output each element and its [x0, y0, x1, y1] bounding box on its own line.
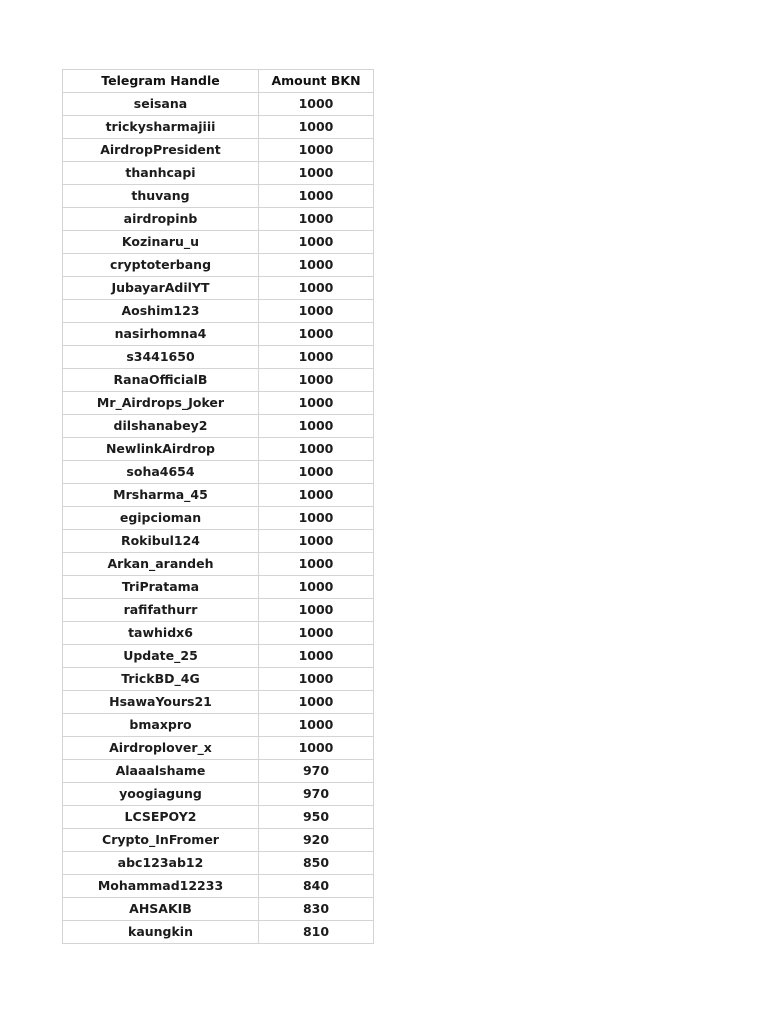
handle-cell: Update_25: [63, 645, 259, 668]
handle-cell: soha4654: [63, 461, 259, 484]
handle-cell: airdropinb: [63, 208, 259, 231]
amount-cell: 1000: [259, 484, 374, 507]
column-header-telegram-handle: Telegram Handle: [63, 70, 259, 93]
table-row: [63, 93, 374, 116]
amount-cell: 850: [259, 852, 374, 875]
table-row: [63, 254, 374, 277]
table-row: [63, 898, 374, 921]
amount-cell: 1000: [259, 162, 374, 185]
handle-cell: thanhcapi: [63, 162, 259, 185]
handle-cell: TriPratama: [63, 576, 259, 599]
amount-cell: 1000: [259, 139, 374, 162]
amount-cell: 1000: [259, 323, 374, 346]
table-row: [63, 139, 374, 162]
amount-cell: 1000: [259, 185, 374, 208]
table-row: [63, 415, 374, 438]
handle-cell: HsawaYours21: [63, 691, 259, 714]
amount-cell: 1000: [259, 576, 374, 599]
amount-cell: 970: [259, 760, 374, 783]
amount-cell: 1000: [259, 553, 374, 576]
handle-cell: s3441650: [63, 346, 259, 369]
handle-cell: Arkan_arandeh: [63, 553, 259, 576]
table-row: [63, 323, 374, 346]
table-row: [63, 852, 374, 875]
amount-cell: 1000: [259, 346, 374, 369]
handle-cell: Aoshim123: [63, 300, 259, 323]
amount-cell: 1000: [259, 93, 374, 116]
amount-cell: 1000: [259, 622, 374, 645]
handle-cell: AHSAKIB: [63, 898, 259, 921]
table-row: [63, 691, 374, 714]
amount-cell: 1000: [259, 530, 374, 553]
handle-cell: Rokibul124: [63, 530, 259, 553]
amount-cell: 810: [259, 921, 374, 944]
table-row: [63, 645, 374, 668]
table-row: [63, 231, 374, 254]
amount-cell: 1000: [259, 116, 374, 139]
handle-cell: Airdroplover_x: [63, 737, 259, 760]
table-row: [63, 438, 374, 461]
table-row: [63, 783, 374, 806]
table-row: [63, 116, 374, 139]
amount-cell: 1000: [259, 415, 374, 438]
table-row: [63, 622, 374, 645]
table-row: [63, 300, 374, 323]
amount-cell: 1000: [259, 277, 374, 300]
handle-cell: Mohammad12233: [63, 875, 259, 898]
handle-cell: Mr_Airdrops_Joker: [63, 392, 259, 415]
handle-cell: Kozinaru_u: [63, 231, 259, 254]
handle-cell: Alaaalshame: [63, 760, 259, 783]
table-row: [63, 553, 374, 576]
handle-cell: yoogiagung: [63, 783, 259, 806]
table-header-row: [63, 70, 374, 93]
table-row: [63, 461, 374, 484]
table-row: [63, 162, 374, 185]
amount-cell: 840: [259, 875, 374, 898]
handle-cell: thuvang: [63, 185, 259, 208]
handle-cell: NewlinkAirdrop: [63, 438, 259, 461]
amount-cell: 1000: [259, 369, 374, 392]
handle-cell: LCSEPOY2: [63, 806, 259, 829]
amount-table: [62, 69, 374, 944]
amount-cell: 1000: [259, 231, 374, 254]
table-body: [63, 93, 374, 944]
amount-cell: 1000: [259, 461, 374, 484]
amount-cell: 920: [259, 829, 374, 852]
handle-cell: Crypto_InFromer: [63, 829, 259, 852]
amount-cell: 1000: [259, 208, 374, 231]
amount-cell: 1000: [259, 714, 374, 737]
handle-cell: nasirhomna4: [63, 323, 259, 346]
table-row: [63, 737, 374, 760]
table-row: [63, 346, 374, 369]
table-row: [63, 185, 374, 208]
table-row: [63, 484, 374, 507]
table-row: [63, 277, 374, 300]
table-row: [63, 668, 374, 691]
handle-cell: seisana: [63, 93, 259, 116]
amount-cell: 950: [259, 806, 374, 829]
table-row: [63, 714, 374, 737]
handle-cell: bmaxpro: [63, 714, 259, 737]
handle-cell: tawhidx6: [63, 622, 259, 645]
table-row: [63, 806, 374, 829]
table-row: [63, 507, 374, 530]
handle-cell: dilshanabey2: [63, 415, 259, 438]
amount-cell: 1000: [259, 645, 374, 668]
handle-cell: TrickBD_4G: [63, 668, 259, 691]
handle-cell: egipcioman: [63, 507, 259, 530]
handle-cell: abc123ab12: [63, 852, 259, 875]
table-row: [63, 392, 374, 415]
column-header-amount-bkn: Amount BKN: [259, 70, 374, 93]
handle-cell: Mrsharma_45: [63, 484, 259, 507]
table-row: [63, 208, 374, 231]
amount-cell: 1000: [259, 507, 374, 530]
handle-cell: JubayarAdilYT: [63, 277, 259, 300]
amount-cell: 1000: [259, 254, 374, 277]
handle-cell: cryptoterbang: [63, 254, 259, 277]
amount-cell: 1000: [259, 438, 374, 461]
table-row: [63, 760, 374, 783]
handle-cell: AirdropPresident: [63, 139, 259, 162]
table-row: [63, 829, 374, 852]
handle-cell: rafifathurr: [63, 599, 259, 622]
handle-cell: RanaOfficialB: [63, 369, 259, 392]
table-row: [63, 921, 374, 944]
table-row: [63, 369, 374, 392]
table-row: [63, 599, 374, 622]
handle-cell: trickysharmajiii: [63, 116, 259, 139]
amount-cell: 1000: [259, 737, 374, 760]
amount-cell: 1000: [259, 300, 374, 323]
amount-cell: 830: [259, 898, 374, 921]
amount-cell: 1000: [259, 668, 374, 691]
table-row: [63, 530, 374, 553]
table-row: [63, 576, 374, 599]
table-row: [63, 875, 374, 898]
amount-cell: 1000: [259, 691, 374, 714]
amount-cell: 970: [259, 783, 374, 806]
amount-cell: 1000: [259, 392, 374, 415]
handle-cell: kaungkin: [63, 921, 259, 944]
amount-cell: 1000: [259, 599, 374, 622]
